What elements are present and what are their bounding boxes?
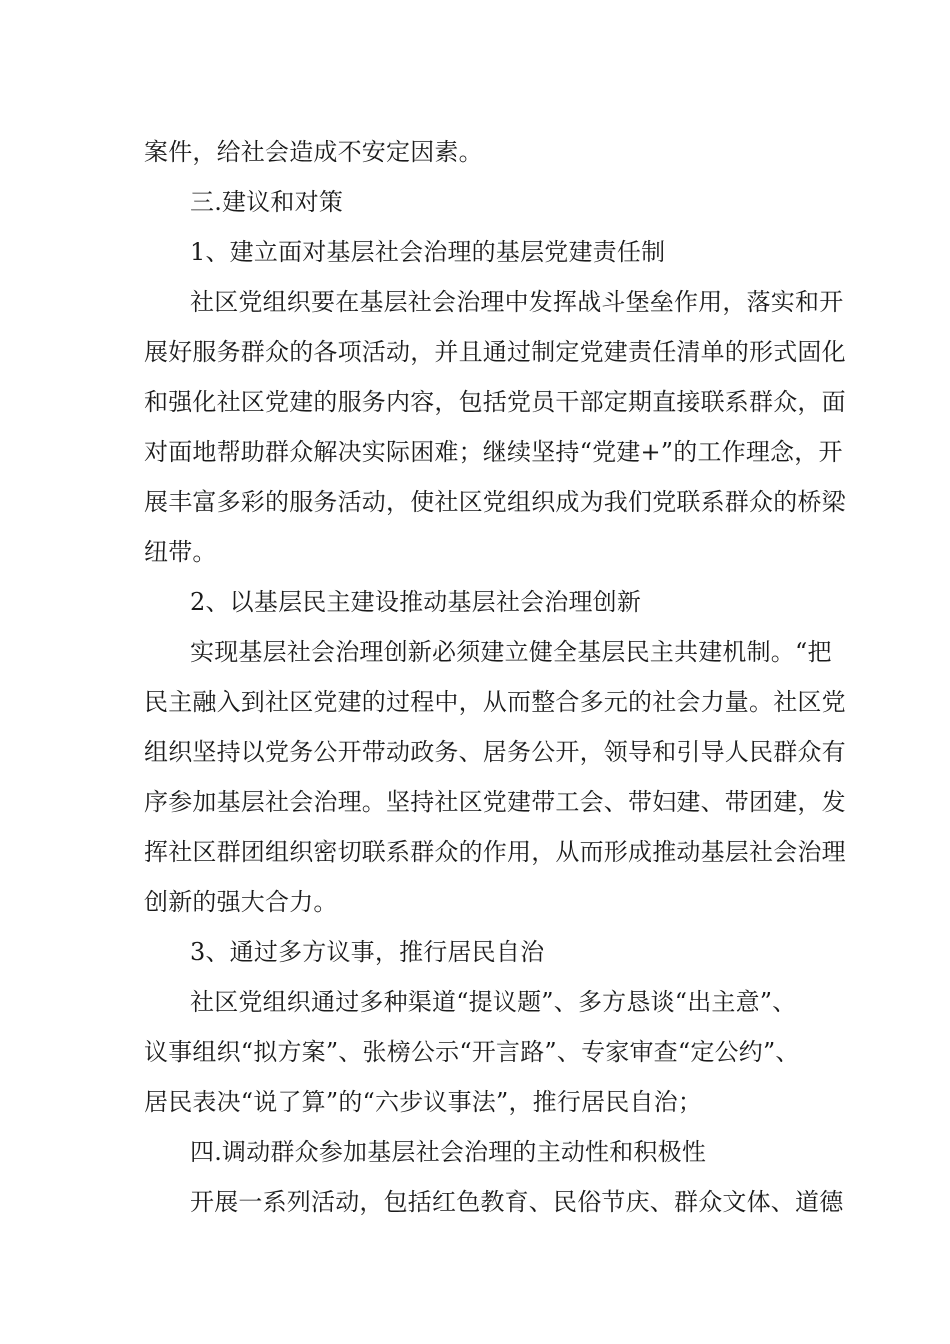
paragraph-line: 对面地帮助群众解决实际困难；继续坚持“党建+”的工作理念，开	[144, 438, 843, 466]
paragraph-line: 和强化社区党建的服务内容，包括党员干部定期直接联系群众，面	[144, 388, 846, 416]
section-heading: 三.建议和对策	[190, 188, 344, 216]
paragraph-line: 开展一系列活动，包括红色教育、民俗节庆、群众文体、道德	[190, 1188, 844, 1216]
subsection-heading: 3、通过多方议事，推行居民自治	[190, 938, 545, 966]
paragraph-line: 展好服务群众的各项活动，并且通过制定党建责任清单的形式固化	[144, 338, 846, 366]
paragraph-line: 实现基层社会治理创新必须建立健全基层民主共建机制。“把	[190, 638, 832, 666]
paragraph-line: 社区党组织通过多种渠道“提议题”、多方恳谈“出主意”、	[190, 988, 797, 1016]
paragraph-line: 序参加基层社会治理。坚持社区党建带工会、带妇建、带团建，发	[144, 788, 846, 816]
section-heading: 四.调动群众参加基层社会治理的主动性和积极性	[190, 1138, 707, 1166]
subsection-heading: 1、建立面对基层社会治理的基层党建责任制	[190, 238, 666, 266]
paragraph-line: 民主融入到社区党建的过程中，从而整合多元的社会力量。社区党	[144, 688, 846, 716]
paragraph-line: 纽带。	[144, 538, 217, 566]
paragraph-line: 创新的强大合力。	[144, 888, 338, 916]
paragraph-line: 议事组织“拟方案”、张榜公示“开言路”、专家审查“定公约”、	[144, 1038, 800, 1066]
paragraph-line: 挥社区群团组织密切联系群众的作用，从而形成推动基层社会治理	[144, 838, 846, 866]
subsection-heading: 2、以基层民主建设推动基层社会治理创新	[190, 588, 642, 616]
paragraph-line: 案件，给社会造成不安定因素。	[144, 138, 483, 166]
paragraph-line: 展丰富多彩的服务活动，使社区党组织成为我们党联系群众的桥梁	[144, 488, 846, 516]
paragraph-line: 社区党组织要在基层社会治理中发挥战斗堡垒作用，落实和开	[190, 288, 844, 316]
paragraph-line: 组织坚持以党务公开带动政务、居务公开，领导和引导人民群众有	[144, 738, 846, 766]
paragraph-line: 居民表决“说了算”的“六步议事法”，推行居民自治；	[144, 1088, 703, 1116]
